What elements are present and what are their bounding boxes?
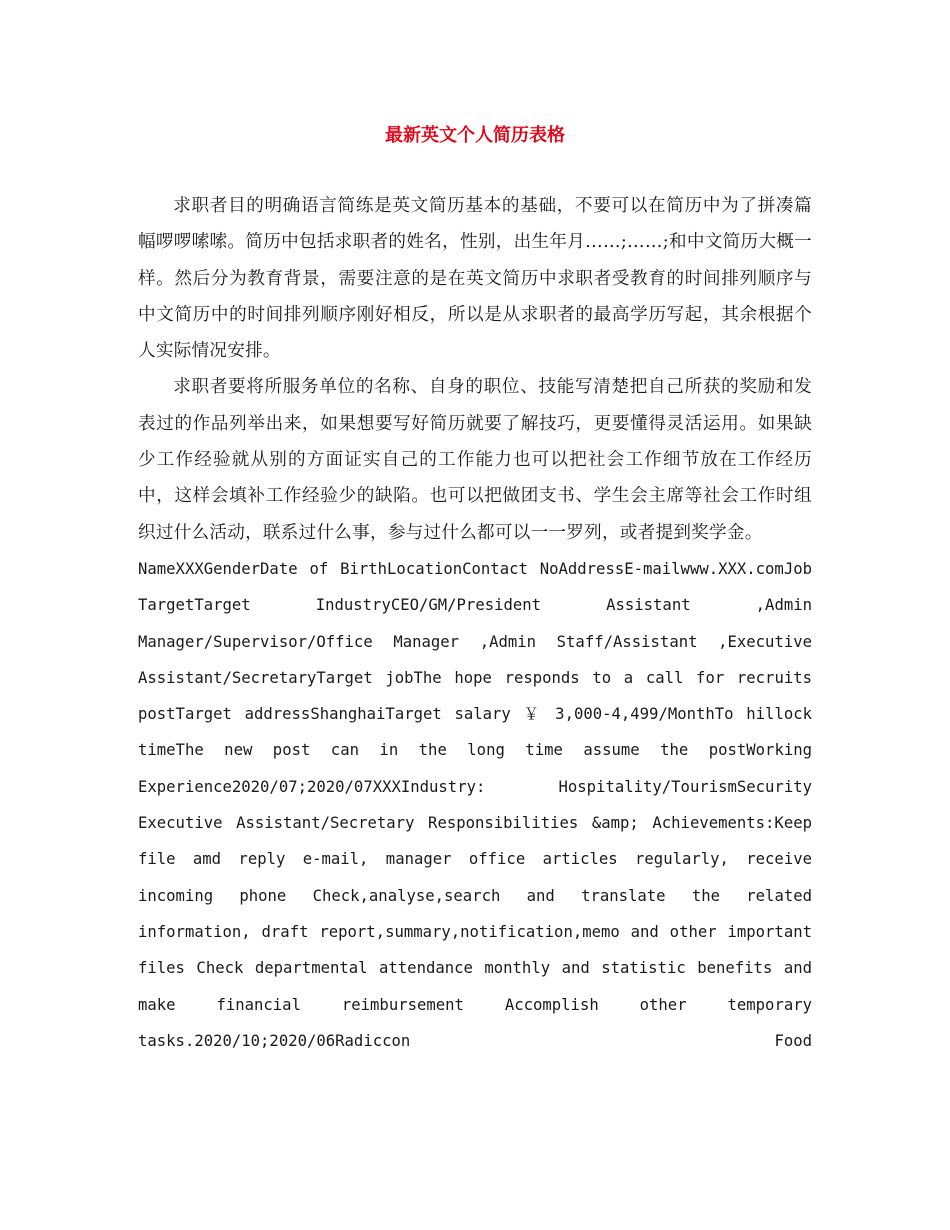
resume-line: Assistant/SecretaryTarget jobThe hope responds to a call for recruits [138, 668, 812, 687]
resume-line: postTarget addressShanghaiTarget salary ￥ 3,000-4,499/MonthTo hillock [138, 705, 812, 724]
resume-line: make financial reimbursement Accomplish other temporary [138, 995, 812, 1014]
resume-line: Manager/Supervisor/Office Manager ,Admin Staff/Assistant ,Executive [138, 632, 812, 651]
document-body [138, 188, 812, 1059]
document-title: 最新英文个人简历表格 [385, 125, 565, 146]
resume-line: timeThe new post can in the long time assume the postWorking [138, 741, 812, 760]
resume-content [138, 551, 812, 1059]
resume-line: incoming phone Check,analyse,search and translate the related [138, 886, 812, 905]
resume-line: information, draft report,summary,notification,memo and other important [138, 922, 812, 941]
intro-paragraph-1: 求职者目的明确语言简练是英文简历基本的基础，不要可以在简历中为了拼凑篇幅啰啰嗦嗦。简历中包括求职者的姓名，性别，出生年月……;……;和中文简历大概一样。然后分为教育背景，需要注意的是在英文简历中求职者受教育的时间排列顺序与中文简历中的时间排列顺序刚好相反，所以是从求职者的最高学历写起，其余根据个人实际情况安排。 [138, 196, 812, 362]
resume-line: Experience2020/07;2020/07XXXIndustry: Hospitality/TourismSecurity [138, 777, 812, 796]
resume-line: Executive Assistant/Secretary Responsibilities &amp; Achievements:Keep [138, 814, 812, 833]
intro-paragraph-2: 求职者要将所服务单位的名称、自身的职位、技能写清楚把自己所获的奖励和发表过的作品列举出来，如果想要写好简历就要了解技巧，更要懂得灵活运用。如果缺少工作经验就从别的方面证实自己的工作能力也可以把社会工作细节放在工作经历中，这样会填补工作经验少的缺陷。也可以把做团支书、学生会主席等社会工作时组织过什么活动，联系过什么事，参与过什么都可以一一罗列，或者提到奖学金。 [138, 377, 812, 543]
resume-line: file amd reply e-mail, manager office articles regularly, receive [138, 850, 812, 869]
resume-line: files Check departmental attendance monthly and statistic benefits and [138, 959, 812, 978]
resume-line: TargetTarget IndustryCEO/GM/President Assistant ,Admin [138, 596, 812, 615]
resume-line: tasks.2020/10;2020/06Radiccon Food [138, 1031, 812, 1050]
resume-line: NameXXXGenderDate of BirthLocationContact NoAddressE-mailwww.XXX.comJob [138, 559, 812, 578]
